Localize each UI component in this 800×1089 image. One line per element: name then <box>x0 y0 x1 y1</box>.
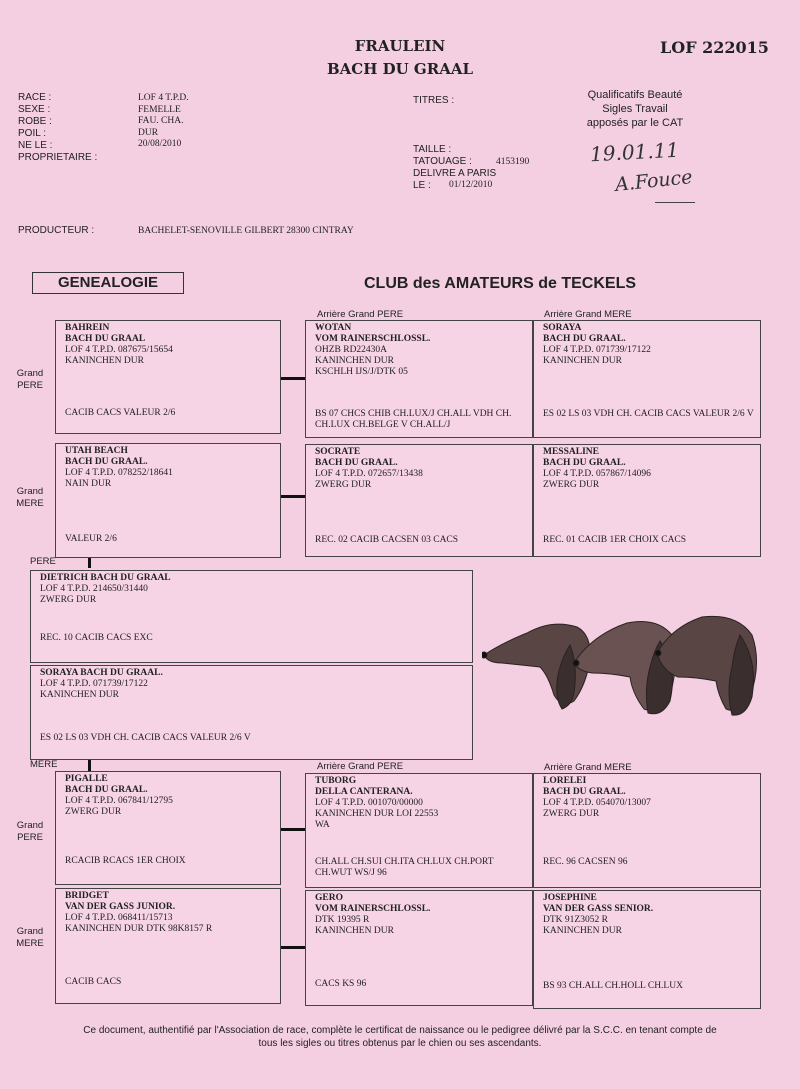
awards: VALEUR 2/6 <box>65 534 117 544</box>
pedigree-box-maternal-agm1: LORELEI BACH DU GRAAL. LOF 4 T.P.D. 054070/13007 ZWERG DUR REC. 96 CACSEN 96 <box>533 773 761 888</box>
sexe-label: SEXE : <box>18 104 51 115</box>
robe-value: FAU. CHA. <box>138 116 184 126</box>
awards: CH.ALL CH.SUI CH.ITA CH.LUX CH.PORT CH.WUT WS/J 96 <box>315 857 494 878</box>
ne-le-label: NE LE : <box>18 140 53 151</box>
signature: A.Fouce <box>614 166 694 196</box>
dog-affix: BACH DU GRAAL <box>326 60 474 78</box>
ne-le-value: 20/08/2010 <box>138 139 182 149</box>
pedigree-box-maternal-agp2: GERO VOM RAINERSCHLOSSL. DTK 19395 R KANINCHEN DUR CACS KS 96 <box>305 890 533 1006</box>
caption-agm-paternal: Arrière Grand MERE <box>544 309 632 320</box>
awards: REC. 01 CACIB 1ER CHOIX CACS <box>543 535 687 545</box>
footer-note: Ce document, authentifié par l'Association de race, complète le certificat de naissance ou le pedigree délivré par la S.C.C. en tenant compte de tous les sigles ou titres obtenus par le chien ou ses ascendants. <box>83 1025 717 1049</box>
side-label-grand-mere-2: Grand MERE <box>16 926 44 949</box>
identity-labels <box>18 92 97 164</box>
taille-label: TAILLE : <box>413 144 452 155</box>
pedigree-box-paternal-gp: BAHREIN BACH DU GRAAL LOF 4 T.P.D. 087675/15654 KANINCHEN DUR CACIB CACS VALEUR 2/6 <box>55 320 281 434</box>
sexe-value: FEMELLE <box>138 104 181 115</box>
caption-agp-maternal: Arrière Grand PERE <box>317 761 404 772</box>
robe-label: ROBE : <box>18 116 52 127</box>
pedigree-box-paternal-agp2: SOCRATE BACH DU GRAAL. LOF 4 T.P.D. 072657/13438 ZWERG DUR REC. 02 CACIB CACSEN 03 CACS <box>305 444 533 557</box>
club-title: CLUB des AMATEURS de TECKELS <box>364 275 637 292</box>
pedigree-box-pere: DIETRICH BACH DU GRAAL LOF 4 T.P.D. 214650/31440 ZWERG DUR REC. 10 CACIB CACS EXC <box>30 570 473 663</box>
qualif-line1: Qualificatifs Beauté <box>587 89 683 101</box>
qualif-block <box>560 88 710 130</box>
pedigree-box-paternal-agm1: SORAYA BACH DU GRAAL. LOF 4 T.P.D. 071739/17122 KANINCHEN DUR ES 02 LS 03 VDH CH. CACIB CACS VALEUR 2/6 V <box>533 320 761 438</box>
poil-value: DUR <box>138 127 159 138</box>
awards: BS 07 CHCS CHIB CH.LUX/J CH.ALL VDH CH. CH.LUX CH.BELGE V CH.ALL/J <box>315 409 512 430</box>
producteur-value: BACHELET-SENOVILLE GILBERT 28300 CINTRAY <box>138 226 354 236</box>
awards: ES 02 LS 03 VDH CH. CACIB CACS VALEUR 2/6 V <box>40 733 251 743</box>
poil-label: POIL : <box>18 128 46 139</box>
awards: REC. 02 CACIB CACSEN 03 CACS <box>315 535 459 545</box>
awards: REC. 10 CACIB CACS EXC <box>40 633 153 643</box>
pedigree-box-maternal-agm2: JOSEPHINE VAN DER GASS SENIOR. DTK 91Z3052 R KANINCHEN DUR BS 93 CH.ALL CH.HOLL CH.LUX <box>533 890 761 1009</box>
side-label-grand-mere-1: Grand MERE <box>16 486 44 509</box>
awards: REC. 96 CACSEN 96 <box>543 857 628 867</box>
pedigree-box-paternal-agp1: WOTAN VOM RAINERSCHLOSSL. OHZB RD22430A KANINCHEN DUR KSCHLH IJS/J/DTK 05 BS 07 CHCS CHIB CH.LUX/J CH.ALL VDH CH. CH.LUX CH.BELGE V CH.ALL/J <box>305 320 533 438</box>
producteur-label: PRODUCTEUR : <box>18 225 95 236</box>
mere-label: MERE <box>30 759 58 770</box>
pedigree-box-maternal-gp: PIGALLE BACH DU GRAAL. LOF 4 T.P.D. 067841/12795 ZWERG DUR RCACIB RCACS 1ER CHOIX <box>55 771 281 885</box>
awards: CACIB CACS VALEUR 2/6 <box>65 408 176 418</box>
awards: CACIB CACS <box>65 977 122 987</box>
genealogie-title: GENEALOGIE <box>32 272 184 294</box>
awards: RCACIB RCACS 1ER CHOIX <box>65 856 186 866</box>
proprietaire-label: PROPRIETAIRE : <box>18 152 98 163</box>
pedigree-box-maternal-gm: BRIDGET VAN DER GASS JUNIOR. LOF 4 T.P.D. 068411/15713 KANINCHEN DUR DTK 98K8157 R CACIB CACS <box>55 888 281 1004</box>
le-value: 01/12/2010 <box>449 180 493 190</box>
tatouage-value: 4153190 <box>496 157 530 167</box>
awards: BS 93 CH.ALL CH.HOLL CH.LUX <box>543 981 683 991</box>
pedigree-box-maternal-agp1: TUBORG DELLA CANTERANA. LOF 4 T.P.D. 001070/00000 KANINCHEN DUR LOI 22553 WA CH.ALL CH.SUI CH.ITA CH.LUX CH.PORT CH.WUT WS/J 96 <box>305 773 533 888</box>
connector <box>88 558 91 568</box>
dog-name: FRAULEIN <box>354 37 446 55</box>
caption-agm-maternal: Arrière Grand MERE <box>544 762 632 773</box>
race-label: RACE : <box>18 92 52 103</box>
tatouage-label: TATOUAGE : <box>413 156 472 167</box>
side-label-grand-pere-2: Grand PERE <box>16 820 44 843</box>
qualif-line2: Sigles Travail <box>602 103 668 115</box>
connector <box>281 946 305 949</box>
qualif-line3: apposés par le CAT <box>586 117 684 129</box>
identity-values <box>138 93 189 151</box>
race-value: LOF 4 T.P.D. <box>138 93 189 103</box>
le-label: LE : <box>413 180 431 191</box>
awards: CACS KS 96 <box>315 979 367 989</box>
pedigree-box-mere: SORAYA BACH DU GRAAL. LOF 4 T.P.D. 071739/17122 KANINCHEN DUR ES 02 LS 03 VDH CH. CACIB CACS VALEUR 2/6 V <box>30 665 473 760</box>
pedigree-box-paternal-gm: UTAH BEACH BACH DU GRAAL. LOF 4 T.P.D. 078252/18641 NAIN DUR VALEUR 2/6 <box>55 443 281 558</box>
lof-number: LOF 222015 <box>660 38 769 57</box>
signature-underline <box>655 202 695 203</box>
side-label-grand-pere-1: Grand PERE <box>16 368 44 391</box>
connector <box>281 495 305 498</box>
connector <box>281 828 305 831</box>
pere-label: PERE <box>30 556 56 567</box>
awards: ES 02 LS 03 VDH CH. CACIB CACS VALEUR 2/6 V <box>543 409 754 419</box>
dachshund-heads-illustration <box>482 605 764 725</box>
titres-label: TITRES : <box>413 95 455 106</box>
pedigree-box-paternal-agm2: MESSALINE BACH DU GRAAL. LOF 4 T.P.D. 057867/14096 ZWERG DUR REC. 01 CACIB 1ER CHOIX CACS <box>533 444 761 557</box>
connector <box>281 377 305 380</box>
delivre-label: DELIVRE A PARIS <box>413 168 497 179</box>
handwritten-date: 19.01.11 <box>589 137 680 167</box>
caption-agp-paternal: Arrière Grand PERE <box>317 309 404 320</box>
